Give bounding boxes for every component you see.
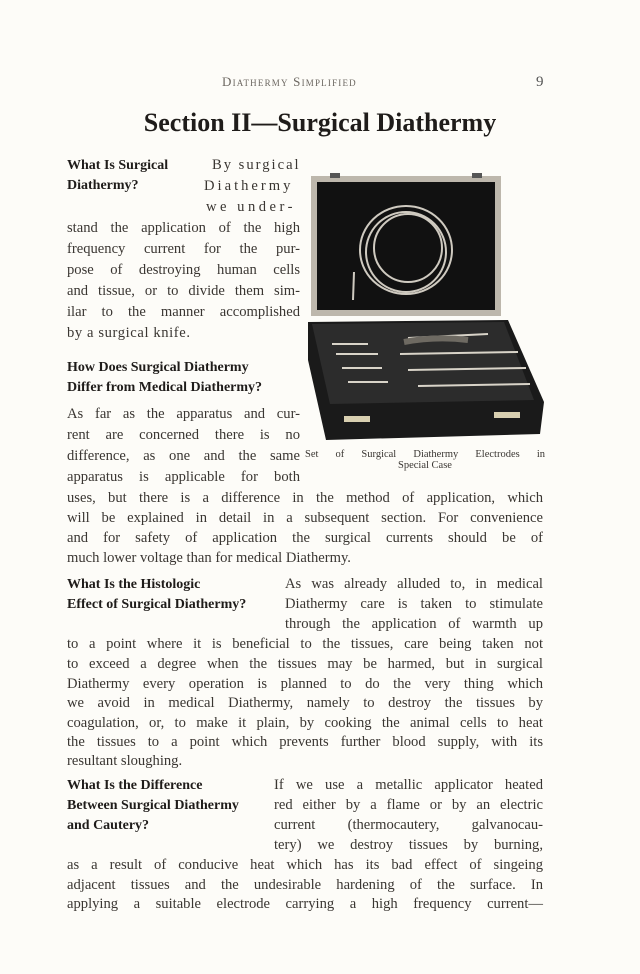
- text-line: adjacent tissues and the undesirable hardening of the surface. In: [67, 877, 543, 893]
- case-hinge: [344, 416, 370, 422]
- text-line: coagulation, or, to make it plain, by cooking the animal cells to heat: [67, 715, 543, 731]
- text-line: By surgical: [212, 157, 301, 173]
- text-line: difference, as one and the same: [67, 448, 300, 464]
- caption-line: Special Case: [398, 460, 452, 471]
- text-line: uses, but there is a difference in the method of application, which: [67, 490, 543, 506]
- caption-word: Set: [305, 449, 319, 460]
- running-head-title: Diathermy Simplified: [222, 74, 357, 89]
- text-line: As far as the apparatus and cur-: [67, 406, 300, 422]
- lid-clasp: [472, 173, 482, 178]
- text-line: the tissues to a point which prevents further blood supply, with its: [67, 734, 543, 750]
- page-number: 9: [536, 74, 544, 90]
- section-heading-what-is-surgical-diathermy: [67, 156, 168, 196]
- text-line: Diathermy: [204, 178, 294, 194]
- section-title: Section II—Surgical Diathermy: [143, 108, 497, 137]
- text-line: Diathermy care is taken to stimulate: [285, 596, 543, 612]
- heading-line: Effect of Surgical Diathermy?: [67, 597, 247, 612]
- lid-clasp: [330, 173, 340, 178]
- text-line: through the application of warmth up: [285, 616, 543, 632]
- text-line: current (thermocautery, galvanocau-: [274, 817, 543, 833]
- text-line: to a point where it is beneficial to the tissues, care being taken not: [67, 636, 543, 652]
- text-line: applying a suitable electrode carrying a high frequency current—: [67, 896, 543, 912]
- section-heading-histologic-effect: [67, 575, 246, 615]
- text-line: rent are concerned there is no: [67, 427, 300, 443]
- caption-word: Electrodes: [475, 449, 520, 460]
- figure-caption: [305, 449, 545, 471]
- text-line: we avoid in medical Diathermy, namely to destroy the tissues by: [67, 695, 543, 711]
- case-tray: [312, 322, 534, 404]
- text-line: If we use a metallic applicator heated: [274, 777, 543, 793]
- text-line: we under-: [206, 199, 296, 215]
- heading-line: Differ from Medical Diathermy?: [67, 380, 263, 395]
- caption-word: Surgical: [361, 449, 397, 460]
- section-heading-how-does-surgical-diathermy-differ: [67, 358, 262, 398]
- text-line: red either by a flame or by an electric: [274, 797, 543, 813]
- text-line: by a surgical knife.: [67, 325, 191, 341]
- text-line: apparatus is applicable for both: [67, 469, 300, 485]
- text-line: pose of destroying human cells: [67, 262, 300, 278]
- heading-line: What Is Surgical: [67, 158, 169, 173]
- electrode-handle: [404, 338, 468, 342]
- caption-word: in: [536, 449, 545, 460]
- case-hinge: [494, 412, 520, 418]
- text-line: Diathermy every operation is planned to do the very thing which: [67, 676, 543, 692]
- heading-line: Diathermy?: [67, 178, 139, 193]
- text-line: resultant sloughing.: [67, 753, 183, 769]
- text-line: will be explained in detail in a subsequent section. For convenience: [67, 510, 543, 526]
- heading-line: What Is the Difference: [67, 778, 203, 793]
- text-line: stand the application of the high: [67, 220, 300, 236]
- electrode-case-photo-icon: [308, 172, 544, 442]
- heading-line: Between Surgical Diathermy: [67, 798, 239, 813]
- text-line: and tissue, or to divide them sim-: [67, 283, 300, 299]
- text-line: As was already alluded to, in medical: [285, 576, 543, 592]
- heading-line: and Cautery?: [67, 818, 150, 833]
- heading-line: What Is the Histologic: [67, 577, 201, 592]
- text-line: tery) we destroy tissues by burning,: [274, 837, 543, 853]
- text-line: as a result of conducive heat which has its bad effect of singeing: [67, 857, 543, 873]
- text-line: much lower voltage than for medical Diathermy.: [67, 550, 351, 566]
- text-line: frequency current for the pur-: [67, 241, 300, 257]
- section-heading-difference-cautery: [67, 776, 239, 836]
- heading-line: How Does Surgical Diathermy: [67, 360, 249, 375]
- text-line: ilar to the manner accomplished: [67, 304, 300, 320]
- text-line: to exceed a degree when the tissues may be harmed, but in surgical: [67, 656, 543, 672]
- text-line: and for safety of application the surgical currents should be of: [67, 530, 543, 546]
- caption-word: of: [335, 449, 345, 460]
- caption-word: Diathermy: [413, 449, 459, 460]
- case-lid-velvet: [317, 182, 495, 310]
